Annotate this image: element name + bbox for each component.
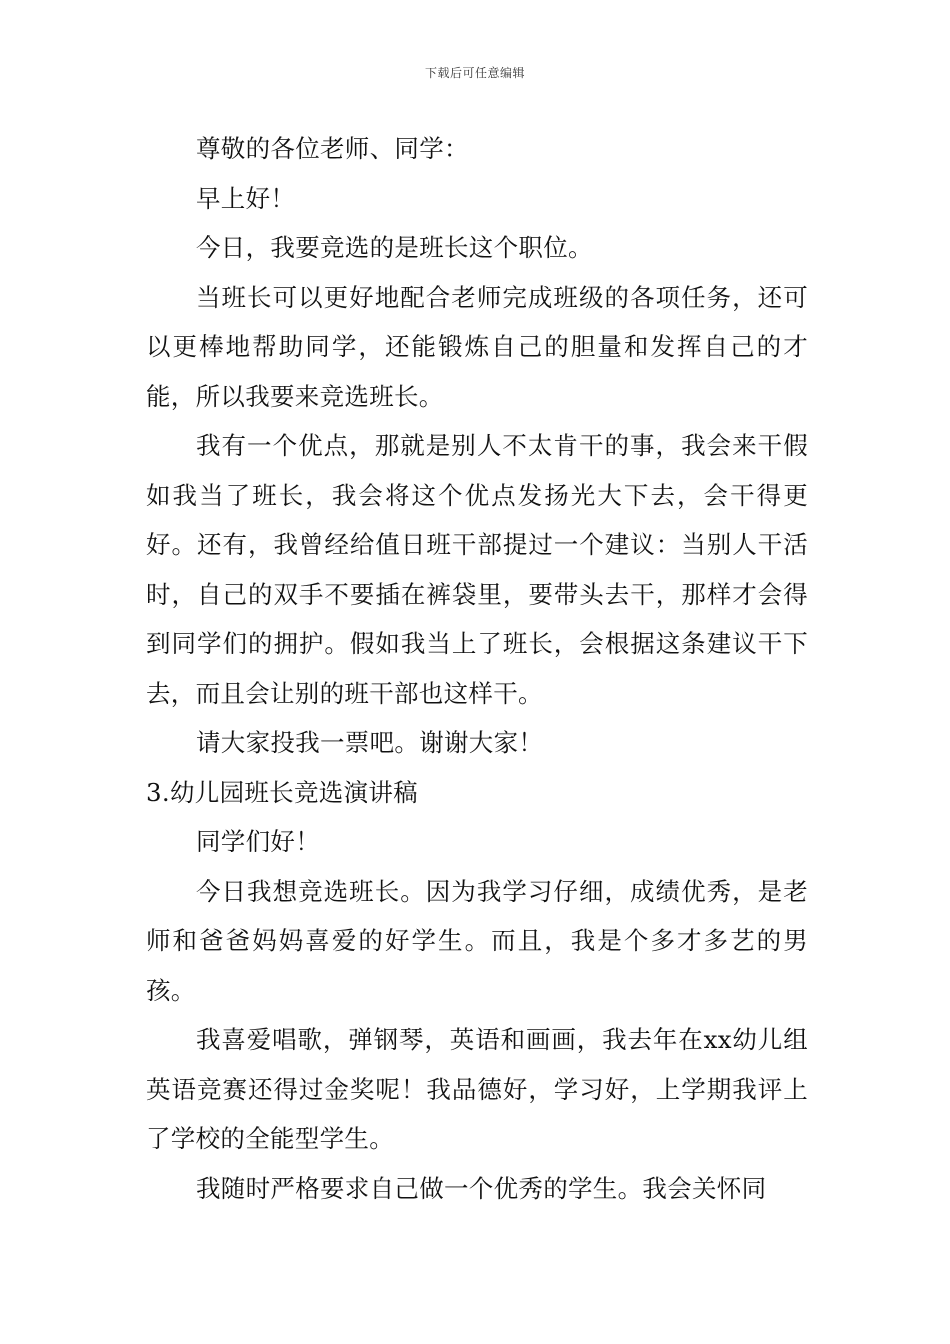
paragraph: 我随时严格要求自己做一个优秀的学生。我会关怀同 [196, 1173, 767, 1203]
greeting-line: 同学们好！ [196, 827, 320, 856]
paragraph: 我有一个优点，那就是别人不太肯干的事，我会来干假如我当了班长，我会将这个优点发扬光大下去，会干得更好。还有，我曾经给值日班干部提过一个建议：当别人干活时，自己的双手不要插在裤袋里，要带头去干，那样才会得到同学们的拥护。假如我当上了班长，会根据这条建议干下去，而且会让别的班干部也这样干。 [146, 431, 808, 708]
paragraph: 今日，我要竞选的是班长这个职位。 [196, 233, 593, 262]
section-heading: 3.幼儿园班长竞选演讲稿 [146, 777, 418, 807]
paragraph: 当班长可以更好地配合老师完成班级的各项任务，还可以更棒地帮助同学，还能锻炼自己的胆量和发挥自己的才能，所以我要来竞选班长。 [146, 282, 808, 411]
paragraph: 我喜爱唱歌，弹钢琴，英语和画画，我去年在xx幼儿组英语竞赛还得过金奖呢！我品德好，学习好，上学期我评上了学校的全能型学生。 [146, 1025, 808, 1153]
greeting-line: 尊敬的各位老师、同学： [196, 134, 469, 163]
paragraph: 今日我想竞选班长。因为我学习仔细，成绩优秀，是老师和爸爸妈妈喜爱的好学生。而且，我是个多才多艺的男孩。 [146, 876, 808, 1005]
document-body [146, 124, 808, 1213]
closing-line: 请大家投我一票吧。谢谢大家！ [196, 728, 544, 757]
header-note: 下载后可任意编辑 [424, 66, 525, 80]
morning-greeting: 早上好！ [196, 183, 296, 213]
